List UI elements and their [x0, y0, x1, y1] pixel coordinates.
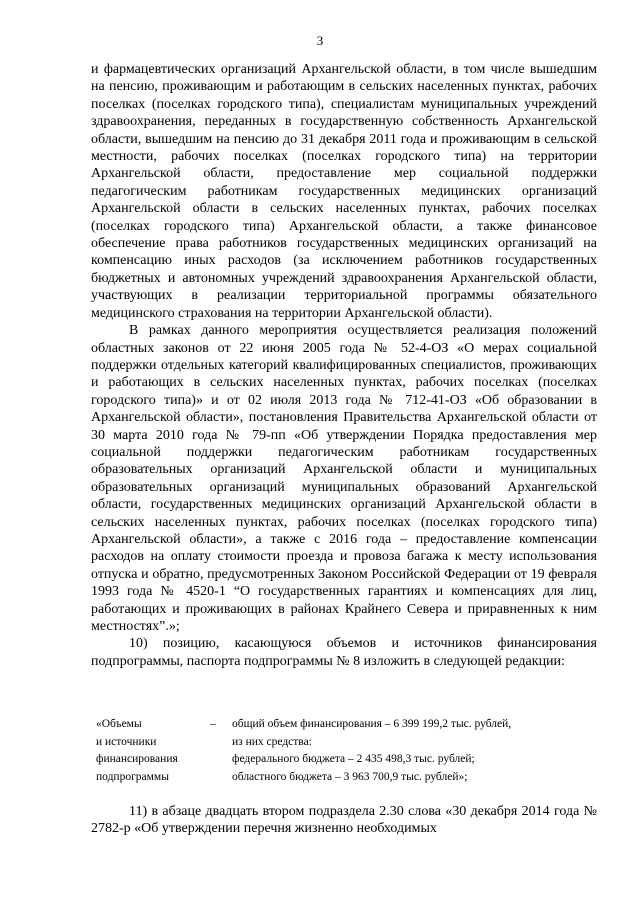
- funding-table-label: [96, 716, 206, 786]
- funding-table-dash: –: [210, 718, 216, 730]
- body-text: [91, 61, 597, 670]
- funding-value-line: областного бюджета – 3 963 700,9 тыс. рублей»;: [232, 770, 468, 783]
- funding-value-line: общий объем финансирования – 6 399 199,2 тыс. рублей,: [232, 718, 512, 730]
- paragraph-item-10: 10) позицию, касающуюся объемов и источников финансирования подпрограммы, паспорта подпрограммы № 8 изложить в следующей редакции:: [91, 636, 597, 669]
- funding-label-line: подпрограммы: [96, 770, 169, 783]
- funding-table-values: [232, 716, 592, 786]
- funding-value-line: из них средства:: [232, 735, 312, 748]
- bottom-text: [91, 803, 597, 838]
- page-number: 3: [316, 33, 324, 48]
- funding-label-line: финансирования: [96, 753, 178, 765]
- funding-label-line: «Объемы: [96, 718, 142, 730]
- funding-value-line: федерального бюджета – 2 435 498,3 тыс. рублей;: [232, 753, 475, 765]
- funding-label-line: и источники: [96, 735, 157, 748]
- paragraph-item-11: 11) в абзаце двадцать втором подраздела 2.30 слова «30 декабря 2014 года № 2782-р «Об утверждении перечня жизненно необходимых: [91, 804, 597, 837]
- paragraph-measure-description: В рамках данного мероприятия осуществляется реализация положений областных законов от 22 июня 2005 года № 52-4-ОЗ «О мерах социальной поддержки отдельных категорий квалифицированных специалистов, проживающих и работающих в сельских населенных пунктах, рабочих поселках (поселках городского типа)» и от 02 июля 2013 года № 712-41-ОЗ «Об образовании в Архангельской области», постановления Правительства Архангельской области от 30 марта 2010 года № 79-пп «Об утверждении Порядка предоставления мер социальной поддержки педагогическим работникам государственных образовательных организаций Архангельской области и муниципальных образовательных организаций муниципальных образований Архангельской области, государственных медицинских организаций Архангельской области в сельских населенных пунктах, рабочих поселках (поселках городского типа) Архангельской области», а также с 2016 года – предоставление компенсации расходов на оплату стоимости проезда и провоза багажа к месту использования отпуска и обратно, предусмотренных Законом Российской Федерации от 19 февраля 1993 года № 4520-1 “О государственных гарантиях и компенсациях для лиц, работающих и проживающих в районах Крайнего Севера и приравненных к ним местностях”.»;: [91, 323, 597, 634]
- paragraph-continuation: и фармацевтических организаций Архангельской области, в том числе вышедшим на пенсию, проживающим и работающим в сельских населенных пунктах, рабочих поселках (поселках городского типа), специалистам муниципальных учреждений здравоохранения, переданных в государственную собственность Архангельской области, вышедшим на пенсию до 31 декабря 2011 года и проживающим в сельской местности, рабочих поселках (поселках городского типа) на территории Архангельской области, предоставление мер социальной поддержки педагогическим работникам государственных медицинских организаций Архангельской области в сельских населенных пунктах, рабочих поселках (поселках городского типа) Архангельской области, а также финансовое обеспечение права работников государственных медицинских организаций на компенсацию иных расходов (за исключением работников государственных бюджетных и автономных учреждений здравоохранения Архангельской области, участвующих в реализации территориальной программы обязательного медицинского страхования на территории Архангельской области).: [91, 62, 597, 321]
